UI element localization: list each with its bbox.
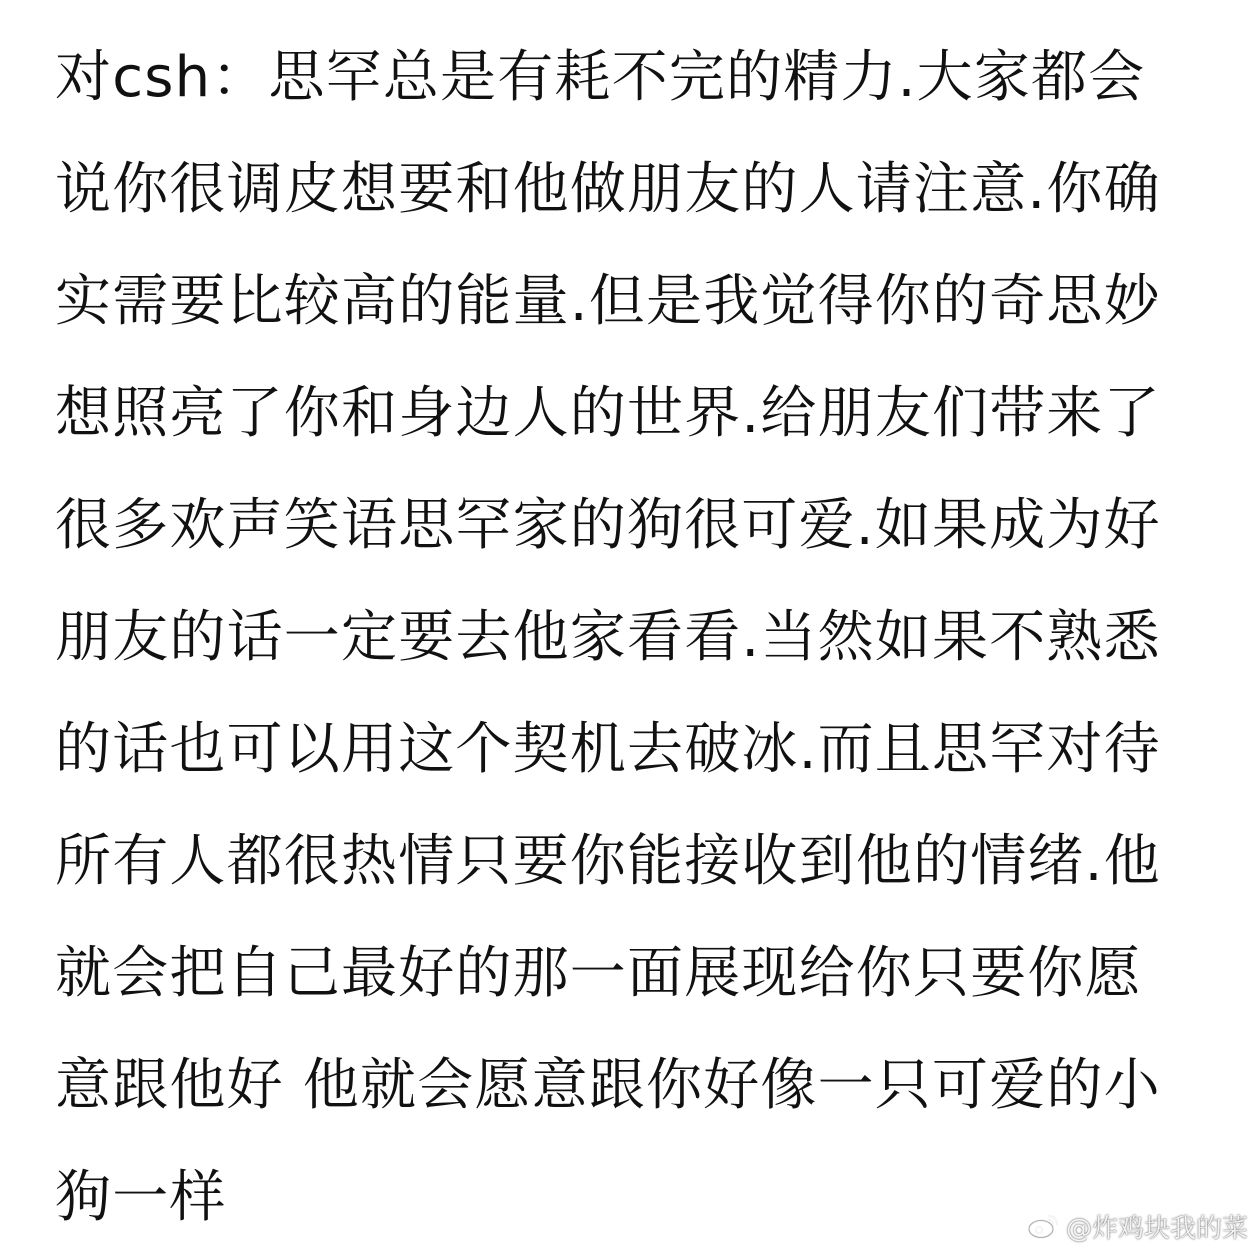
weibo-logo-icon xyxy=(1026,1212,1060,1240)
text-line: 的话也可以用这个契机去破冰.而且思罕对待 xyxy=(55,717,1161,782)
text-line: 实需要比较高的能量.但是我觉得你的奇思妙 xyxy=(55,269,1161,334)
watermark-text: @炸鸡块我的菜 xyxy=(1065,1213,1248,1244)
text-line: 狗一样 xyxy=(55,1165,227,1230)
watermark xyxy=(1026,1206,1248,1246)
text-line: 对csh：思罕总是有耗不完的精力.大家都会 xyxy=(55,45,1146,110)
text-line: 意跟他好 他就会愿意跟你好像一只可爱的小 xyxy=(55,1053,1161,1118)
text-line: 说你很调皮想要和他做朋友的人请注意.你确 xyxy=(55,157,1161,222)
text-line: 就会把自己最好的那一面展现给你只要你愿 xyxy=(55,941,1142,1006)
text-line: 朋友的话一定要去他家看看.当然如果不熟悉 xyxy=(55,605,1161,670)
text-line: 所有人都很热情只要你能接收到他的情绪.他 xyxy=(55,829,1161,894)
text-line: 很多欢声笑语思罕家的狗很可爱.如果成为好 xyxy=(55,493,1161,558)
post-text xyxy=(55,22,1205,1254)
text-line: 想照亮了你和身边人的世界.给朋友们带来了 xyxy=(55,381,1161,446)
